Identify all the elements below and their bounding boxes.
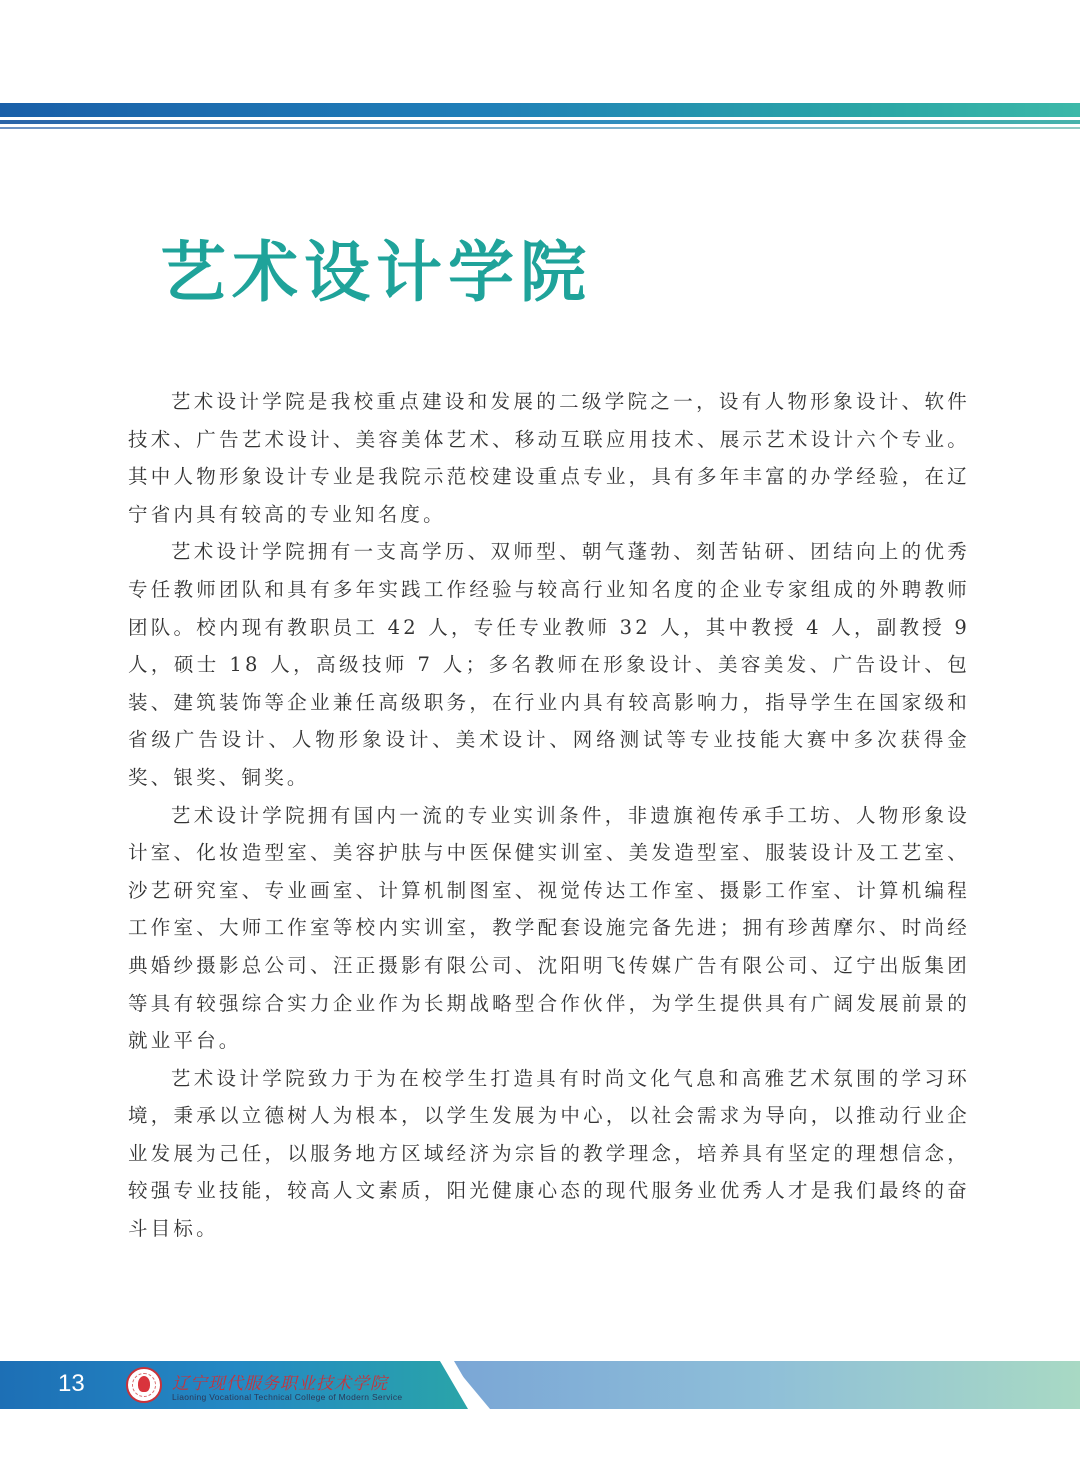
body-text — [128, 383, 970, 1248]
school-emblem-icon — [126, 1367, 162, 1403]
top-decorative-band — [0, 103, 1080, 133]
school-name-en: Liaoning Vocational Technical College of Modern Service — [172, 1392, 403, 1402]
band-stripe-main — [0, 103, 1080, 117]
paragraph-facilities: 艺术设计学院拥有国内一流的专业实训条件，非遗旗袍传承手工坊、人物形象设计室、化妆造型室、美容护肤与中医保健实训室、美发造型室、服装设计及工艺室、沙艺研究室、专业画室、计算机制图室、视觉传达工作室、摄影工作室、计算机编程工作室、大师工作室等校内实训室，教学配套设施完备先进；拥有珍茜摩尔、时尚经典婚纱摄影总公司、汪正摄影有限公司、沈阳明飞传媒广告有限公司、辽宁出版集团等具有较强综合实力企业作为长期战略型合作伙伴，为学生提供具有广阔发展前景的就业平台。 — [128, 803, 970, 1053]
page-title: 艺术设计学院 — [160, 234, 592, 311]
band-stripe-thin — [0, 120, 1080, 124]
page-number: 13 — [58, 1370, 85, 1397]
paragraph-mission: 艺术设计学院致力于为在校学生打造具有时尚文化气息和高雅艺术氛围的学习环境，秉承以立德树人为根本，以学生发展为中心，以社会需求为导向，以推动行业企业发展为己任，以服务地方区域经济为宗旨的教学理念，培养具有坚定的理想信念，较强专业技能，较高人文素质，阳光健康心态的现代服务业优秀人才是我们最终的奋斗目标。 — [128, 1066, 970, 1241]
page-footer — [0, 1361, 1080, 1409]
paragraph-faculty: 艺术设计学院拥有一支高学历、双师型、朝气蓬勃、刻苦钻研、团结向上的优秀专任教师团队和具有多年实践工作经验与较高行业知名度的企业专家组成的外聘教师团队。校内现有教职员工 42 人，专任专业教师 32 人，其中教授 4 人，副教授 9 人，硕士 18 人，高级技师 7 人；多名教师在形象设计、美容美发、广告设计、包装、建筑装饰等企业兼任高级职务，在行业内具有较高影响力，指导学生在国家级和省级广告设计、人物形象设计、美术设计、网络测试等专业技能大赛中多次获得金奖、银奖、铜奖。 — [128, 540, 970, 789]
paragraph-intro: 艺术设计学院是我校重点建设和发展的二级学院之一，设有人物形象设计、软件技术、广告艺术设计、美容美体艺术、移动互联应用技术、展示艺术设计六个专业。其中人物形象设计专业是我院示范校建设重点专业，具有多年丰富的办学经验，在辽宁省内具有较高的专业知名度。 — [128, 390, 970, 526]
footer-right-bar — [450, 1361, 1080, 1409]
school-name-cn: 辽宁现代服务职业技术学院 — [172, 1374, 388, 1394]
band-stripe-hairline — [0, 127, 1080, 129]
